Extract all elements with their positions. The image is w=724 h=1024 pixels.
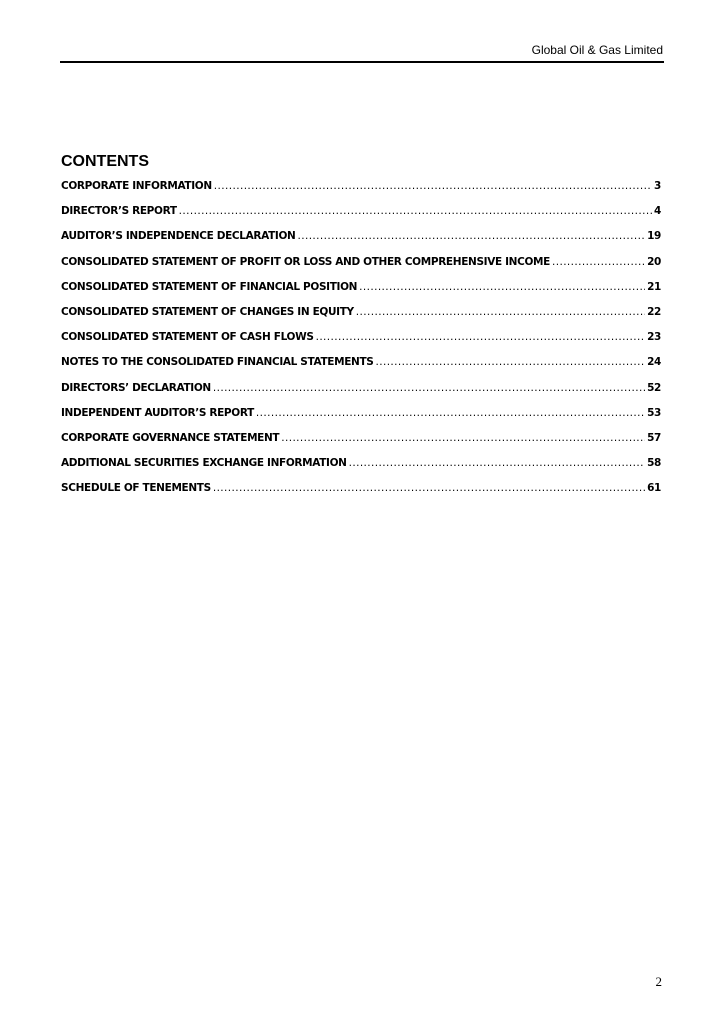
toc-dot-leader <box>359 281 645 293</box>
toc-entry-page: 4 <box>654 205 661 218</box>
toc-entry[interactable] <box>61 331 661 356</box>
toc-entry-page: 58 <box>647 457 661 470</box>
toc-entry-title: SCHEDULE OF TENEMENTS <box>61 482 211 495</box>
toc-dot-leader <box>297 230 645 242</box>
toc-entry-title: CORPORATE GOVERNANCE STATEMENT <box>61 431 280 444</box>
toc-dot-leader <box>375 356 645 368</box>
toc-dot-leader <box>256 407 645 419</box>
toc-entry-page: 52 <box>647 381 661 394</box>
toc-entry[interactable] <box>61 281 661 306</box>
toc-entry-page: 20 <box>647 255 661 268</box>
toc-entry-page: 24 <box>647 356 661 369</box>
toc-entry[interactable] <box>61 432 661 457</box>
toc-entry-title: DIRECTOR’S REPORT <box>61 205 177 218</box>
toc-entry-title: INDEPENDENT AUDITOR’S REPORT <box>61 406 254 419</box>
toc-entry[interactable] <box>61 180 661 205</box>
toc-entry-title: AUDITOR’S INDEPENDENCE DECLARATION <box>61 230 296 243</box>
toc-dot-leader <box>179 205 652 217</box>
toc-entry-title: ADDITIONAL SECURITIES EXCHANGE INFORMATION <box>61 457 347 470</box>
toc-dot-leader <box>281 432 645 444</box>
toc-entry-title: CONSOLIDATED STATEMENT OF CHANGES IN EQUITY <box>61 305 354 318</box>
toc-entry-page: 22 <box>647 305 661 318</box>
toc-dot-leader <box>213 382 645 394</box>
toc-entry-title: NOTES TO THE CONSOLIDATED FINANCIAL STATEMENTS <box>61 356 374 369</box>
toc-entry-page: 19 <box>647 230 661 243</box>
toc-entry-page: 3 <box>654 180 661 192</box>
toc-entry-title: CORPORATE INFORMATION <box>61 180 212 192</box>
header-company-name: Global Oil & Gas Limited <box>531 43 663 57</box>
header-divider <box>60 61 664 63</box>
toc-entry-page: 61 <box>647 482 661 495</box>
toc-entry[interactable] <box>61 230 661 255</box>
toc-entry[interactable] <box>61 256 661 281</box>
toc-dot-leader <box>213 482 645 494</box>
toc-entry[interactable] <box>61 306 661 331</box>
toc-entry[interactable] <box>61 205 661 230</box>
toc-entry-title: CONSOLIDATED STATEMENT OF PROFIT OR LOSS AND OTHER COMPREHENSIVE INCOME <box>61 255 550 268</box>
toc-entry[interactable] <box>61 482 661 507</box>
toc-entry-page: 57 <box>647 431 661 444</box>
toc-entry-page: 21 <box>647 280 661 293</box>
toc-dot-leader <box>214 180 652 192</box>
toc-dot-leader <box>356 306 645 318</box>
toc-entry-title: DIRECTORS’ DECLARATION <box>61 381 211 394</box>
toc-entry[interactable] <box>61 356 661 381</box>
toc-entry-page: 53 <box>647 406 661 419</box>
table-of-contents <box>61 180 661 507</box>
toc-dot-leader <box>349 457 645 469</box>
toc-dot-leader <box>552 256 645 268</box>
toc-entry[interactable] <box>61 382 661 407</box>
toc-entry[interactable] <box>61 457 661 482</box>
page-number: 2 <box>655 974 662 989</box>
toc-entry-title: CONSOLIDATED STATEMENT OF CASH FLOWS <box>61 331 314 344</box>
toc-dot-leader <box>316 331 646 343</box>
toc-entry[interactable] <box>61 407 661 432</box>
toc-entry-page: 23 <box>647 331 661 344</box>
toc-entry-title: CONSOLIDATED STATEMENT OF FINANCIAL POSITION <box>61 280 358 293</box>
contents-title: CONTENTS <box>61 153 149 170</box>
